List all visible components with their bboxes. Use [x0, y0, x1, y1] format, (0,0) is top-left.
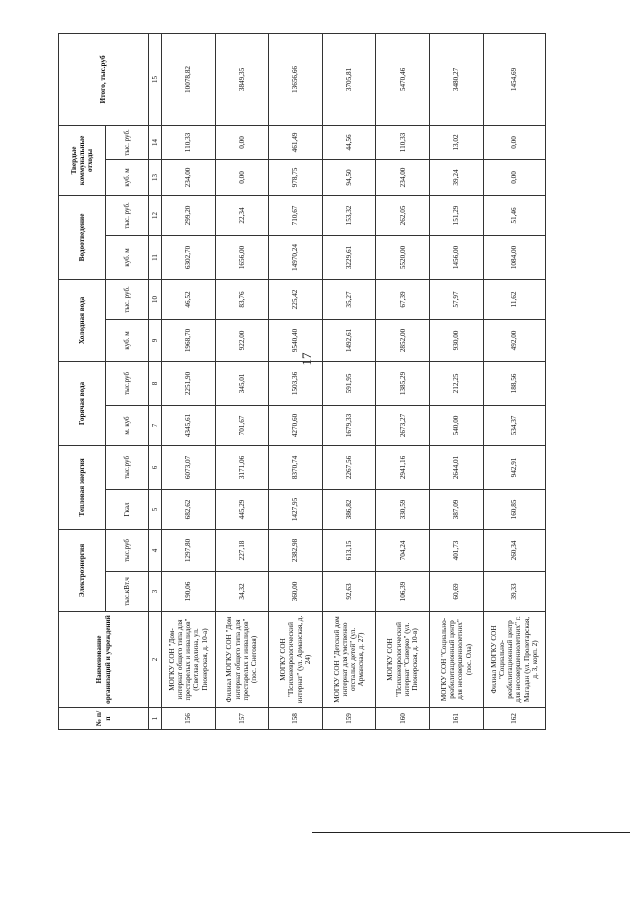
value-cell: 3229,61 [322, 235, 376, 279]
value-cell: 445,29 [215, 489, 269, 529]
value-cell: 386,82 [322, 489, 376, 529]
value-cell: 3480,27 [430, 33, 484, 125]
value-cell: 57,97 [430, 279, 484, 319]
value-cell: 44,56 [322, 125, 376, 159]
value-cell: 930,00 [430, 319, 484, 361]
page-number: 17 [299, 352, 314, 366]
table-row [483, 33, 545, 729]
value-cell: 492,00 [483, 319, 545, 361]
column-number-row [149, 33, 162, 729]
header-cold-water: Холодная вода [59, 279, 106, 361]
value-cell: 1656,00 [215, 235, 269, 279]
value-cell: 360,00 [269, 572, 323, 612]
value-cell: 3849,35 [215, 33, 269, 125]
subheader-cell: куб. м [106, 159, 149, 195]
row-number: 156 [161, 708, 215, 730]
column-number: 4 [149, 529, 162, 571]
value-cell: 13,02 [430, 125, 484, 159]
subheader-cell: тыс.руб [106, 445, 149, 489]
value-cell: 613,15 [322, 529, 376, 571]
column-number: 12 [149, 195, 162, 235]
value-cell: 35,27 [322, 279, 376, 319]
header-hot-water: Горячая вода [59, 361, 106, 445]
organization-name: МОГКУ СОН "Психоневрологический интернат" (ул. Арманская, д. 24) [269, 612, 323, 708]
value-cell: 34,32 [215, 572, 269, 612]
value-cell: 39,33 [483, 572, 545, 612]
value-cell: 188,56 [483, 361, 545, 405]
value-cell: 330,59 [376, 489, 430, 529]
organization-name: МОГКУ СОН "Социально-реабилитационный центр для несовершеннолетних" (пос. Ола) [430, 612, 484, 708]
value-cell: 0,00 [215, 125, 269, 159]
value-cell: 11,62 [483, 279, 545, 319]
value-cell: 14970,24 [269, 235, 323, 279]
value-cell: 978,75 [269, 159, 323, 195]
subheader-cell: куб. м [106, 235, 149, 279]
value-cell: 1427,95 [269, 489, 323, 529]
value-cell: 106,39 [376, 572, 430, 612]
value-cell: 4270,60 [269, 405, 323, 445]
value-cell: 2673,27 [376, 405, 430, 445]
value-cell: 2941,16 [376, 445, 430, 489]
row-number: 157 [215, 708, 269, 730]
value-cell: 227,18 [215, 529, 269, 571]
value-cell: 299,20 [161, 195, 215, 235]
value-cell: 262,05 [376, 195, 430, 235]
value-cell: 60,69 [430, 572, 484, 612]
value-cell: 701,67 [215, 405, 269, 445]
subheader-cell: тыс.руб [106, 529, 149, 571]
column-number: 7 [149, 405, 162, 445]
value-cell: 13656,66 [269, 33, 323, 125]
row-number: 158 [269, 708, 323, 730]
table-row [430, 33, 484, 729]
value-cell: 9540,40 [269, 319, 323, 361]
value-cell: 260,34 [483, 529, 545, 571]
value-cell: 212,25 [430, 361, 484, 405]
row-number: 160 [376, 708, 430, 730]
value-cell: 94,50 [322, 159, 376, 195]
value-cell: 3171,06 [215, 445, 269, 489]
value-cell: 704,24 [376, 529, 430, 571]
subheader-cell: м. куб [106, 405, 149, 445]
value-cell: 401,73 [430, 529, 484, 571]
value-cell: 591,95 [322, 361, 376, 405]
value-cell: 39,24 [430, 159, 484, 195]
value-cell: 1456,00 [430, 235, 484, 279]
header-name: Наименование организаций и учреждений [59, 612, 149, 708]
header-drainage: Водоотведение [59, 195, 106, 279]
value-cell: 1679,33 [322, 405, 376, 445]
value-cell: 461,49 [269, 125, 323, 159]
header-total: Итого, тыс.руб [59, 33, 149, 125]
column-number: 11 [149, 235, 162, 279]
header-electricity: Электроэнергия [59, 529, 106, 611]
value-cell: 92,63 [322, 572, 376, 612]
value-cell: 8370,74 [269, 445, 323, 489]
value-cell: 110,33 [376, 125, 430, 159]
value-cell: 387,09 [430, 489, 484, 529]
table-row [161, 33, 215, 729]
value-cell: 534,37 [483, 405, 545, 445]
value-cell: 1084,00 [483, 235, 545, 279]
value-cell: 46,52 [161, 279, 215, 319]
value-cell: 1492,61 [322, 319, 376, 361]
value-cell: 1385,29 [376, 361, 430, 405]
value-cell: 22,34 [215, 195, 269, 235]
organization-name: Филиал МОГКУ СОН "Социально-реабилитационный центр для несовершеннолетних" г. Магадан (ул. Пролетарская, д. 3, корп. 2) [483, 612, 545, 708]
organization-name: МОГКУ СОН "Детский дом интернат для умственно отсталых детей" (ул. Арманская, д. 27) [322, 612, 376, 708]
column-number: 15 [149, 33, 162, 125]
table-row [376, 33, 430, 729]
header-solid-waste: Твердые коммунальные отходы [59, 125, 106, 195]
value-cell: 83,76 [215, 279, 269, 319]
value-cell: 2267,56 [322, 445, 376, 489]
value-cell: 190,06 [161, 572, 215, 612]
organization-name: Филиал МОГКУ СОН "Дом интернат общего типа для престарелых и инвалидов" (пос. Снеговая) [215, 612, 269, 708]
value-cell: 0,00 [483, 159, 545, 195]
header-heat: Тепловая энергия [59, 445, 106, 529]
value-cell: 153,32 [322, 195, 376, 235]
subheader-cell: тыс. руб. [106, 125, 149, 159]
table-row [269, 33, 323, 729]
value-cell: 922,00 [215, 319, 269, 361]
value-cell: 0,00 [483, 125, 545, 159]
rotated-table-wrapper [58, 34, 546, 730]
value-cell: 540,00 [430, 405, 484, 445]
value-cell: 1454,69 [483, 33, 545, 125]
value-cell: 2644,01 [430, 445, 484, 489]
value-cell: 160,85 [483, 489, 545, 529]
header-num: № п/п [59, 708, 149, 730]
column-number: 14 [149, 125, 162, 159]
subheader-cell: тыс. руб. [106, 279, 149, 319]
row-number: 161 [430, 708, 484, 730]
organization-name: МОГКУ СОН "Дом-интернат общего типа для престарелых и инвалидов" (Светлая долина, ул. Пионерская, д. 10-а) [161, 612, 215, 708]
column-number: 8 [149, 361, 162, 405]
column-number: 13 [149, 159, 162, 195]
organization-name: МОГКУ СОН "Психоневрологический интернат "Сиверко" (ул. Пионерская, д. 10-в) [376, 612, 430, 708]
value-cell: 1503,36 [269, 361, 323, 405]
value-cell: 110,33 [161, 125, 215, 159]
value-cell: 6302,70 [161, 235, 215, 279]
column-number: 9 [149, 319, 162, 361]
column-number: 1 [149, 708, 162, 730]
value-cell: 234,00 [161, 159, 215, 195]
value-cell: 5470,46 [376, 33, 430, 125]
row-number: 159 [322, 708, 376, 730]
value-cell: 225,42 [269, 279, 323, 319]
row-number: 162 [483, 708, 545, 730]
column-number: 5 [149, 489, 162, 529]
value-cell: 10078,82 [161, 33, 215, 125]
value-cell: 345,01 [215, 361, 269, 405]
subheader-cell: куб. м [106, 319, 149, 361]
value-cell: 151,29 [430, 195, 484, 235]
column-number: 10 [149, 279, 162, 319]
column-number: 6 [149, 445, 162, 489]
value-cell: 0,00 [215, 159, 269, 195]
value-cell: 682,62 [161, 489, 215, 529]
subheader-cell: тыс.кВт.ч [106, 572, 149, 612]
column-number: 2 [149, 612, 162, 708]
subheader-cell: тыс. руб. [106, 195, 149, 235]
header-row-groups [59, 33, 106, 729]
value-cell: 1968,70 [161, 319, 215, 361]
subheader-cell: Гкал [106, 489, 149, 529]
utilities-table [58, 33, 546, 730]
value-cell: 5520,00 [376, 235, 430, 279]
value-cell: 2852,00 [376, 319, 430, 361]
footer-rule [312, 832, 630, 833]
value-cell: 710,67 [269, 195, 323, 235]
value-cell: 3705,81 [322, 33, 376, 125]
value-cell: 2251,90 [161, 361, 215, 405]
table-row [215, 33, 269, 729]
table-row [322, 33, 376, 729]
value-cell: 51,46 [483, 195, 545, 235]
value-cell: 2382,98 [269, 529, 323, 571]
value-cell: 234,00 [376, 159, 430, 195]
table-body [161, 33, 545, 729]
value-cell: 4345,61 [161, 405, 215, 445]
value-cell: 67,39 [376, 279, 430, 319]
subheader-cell: тыс.руб [106, 361, 149, 405]
column-number: 3 [149, 572, 162, 612]
value-cell: 942,91 [483, 445, 545, 489]
value-cell: 1297,80 [161, 529, 215, 571]
value-cell: 6073,07 [161, 445, 215, 489]
